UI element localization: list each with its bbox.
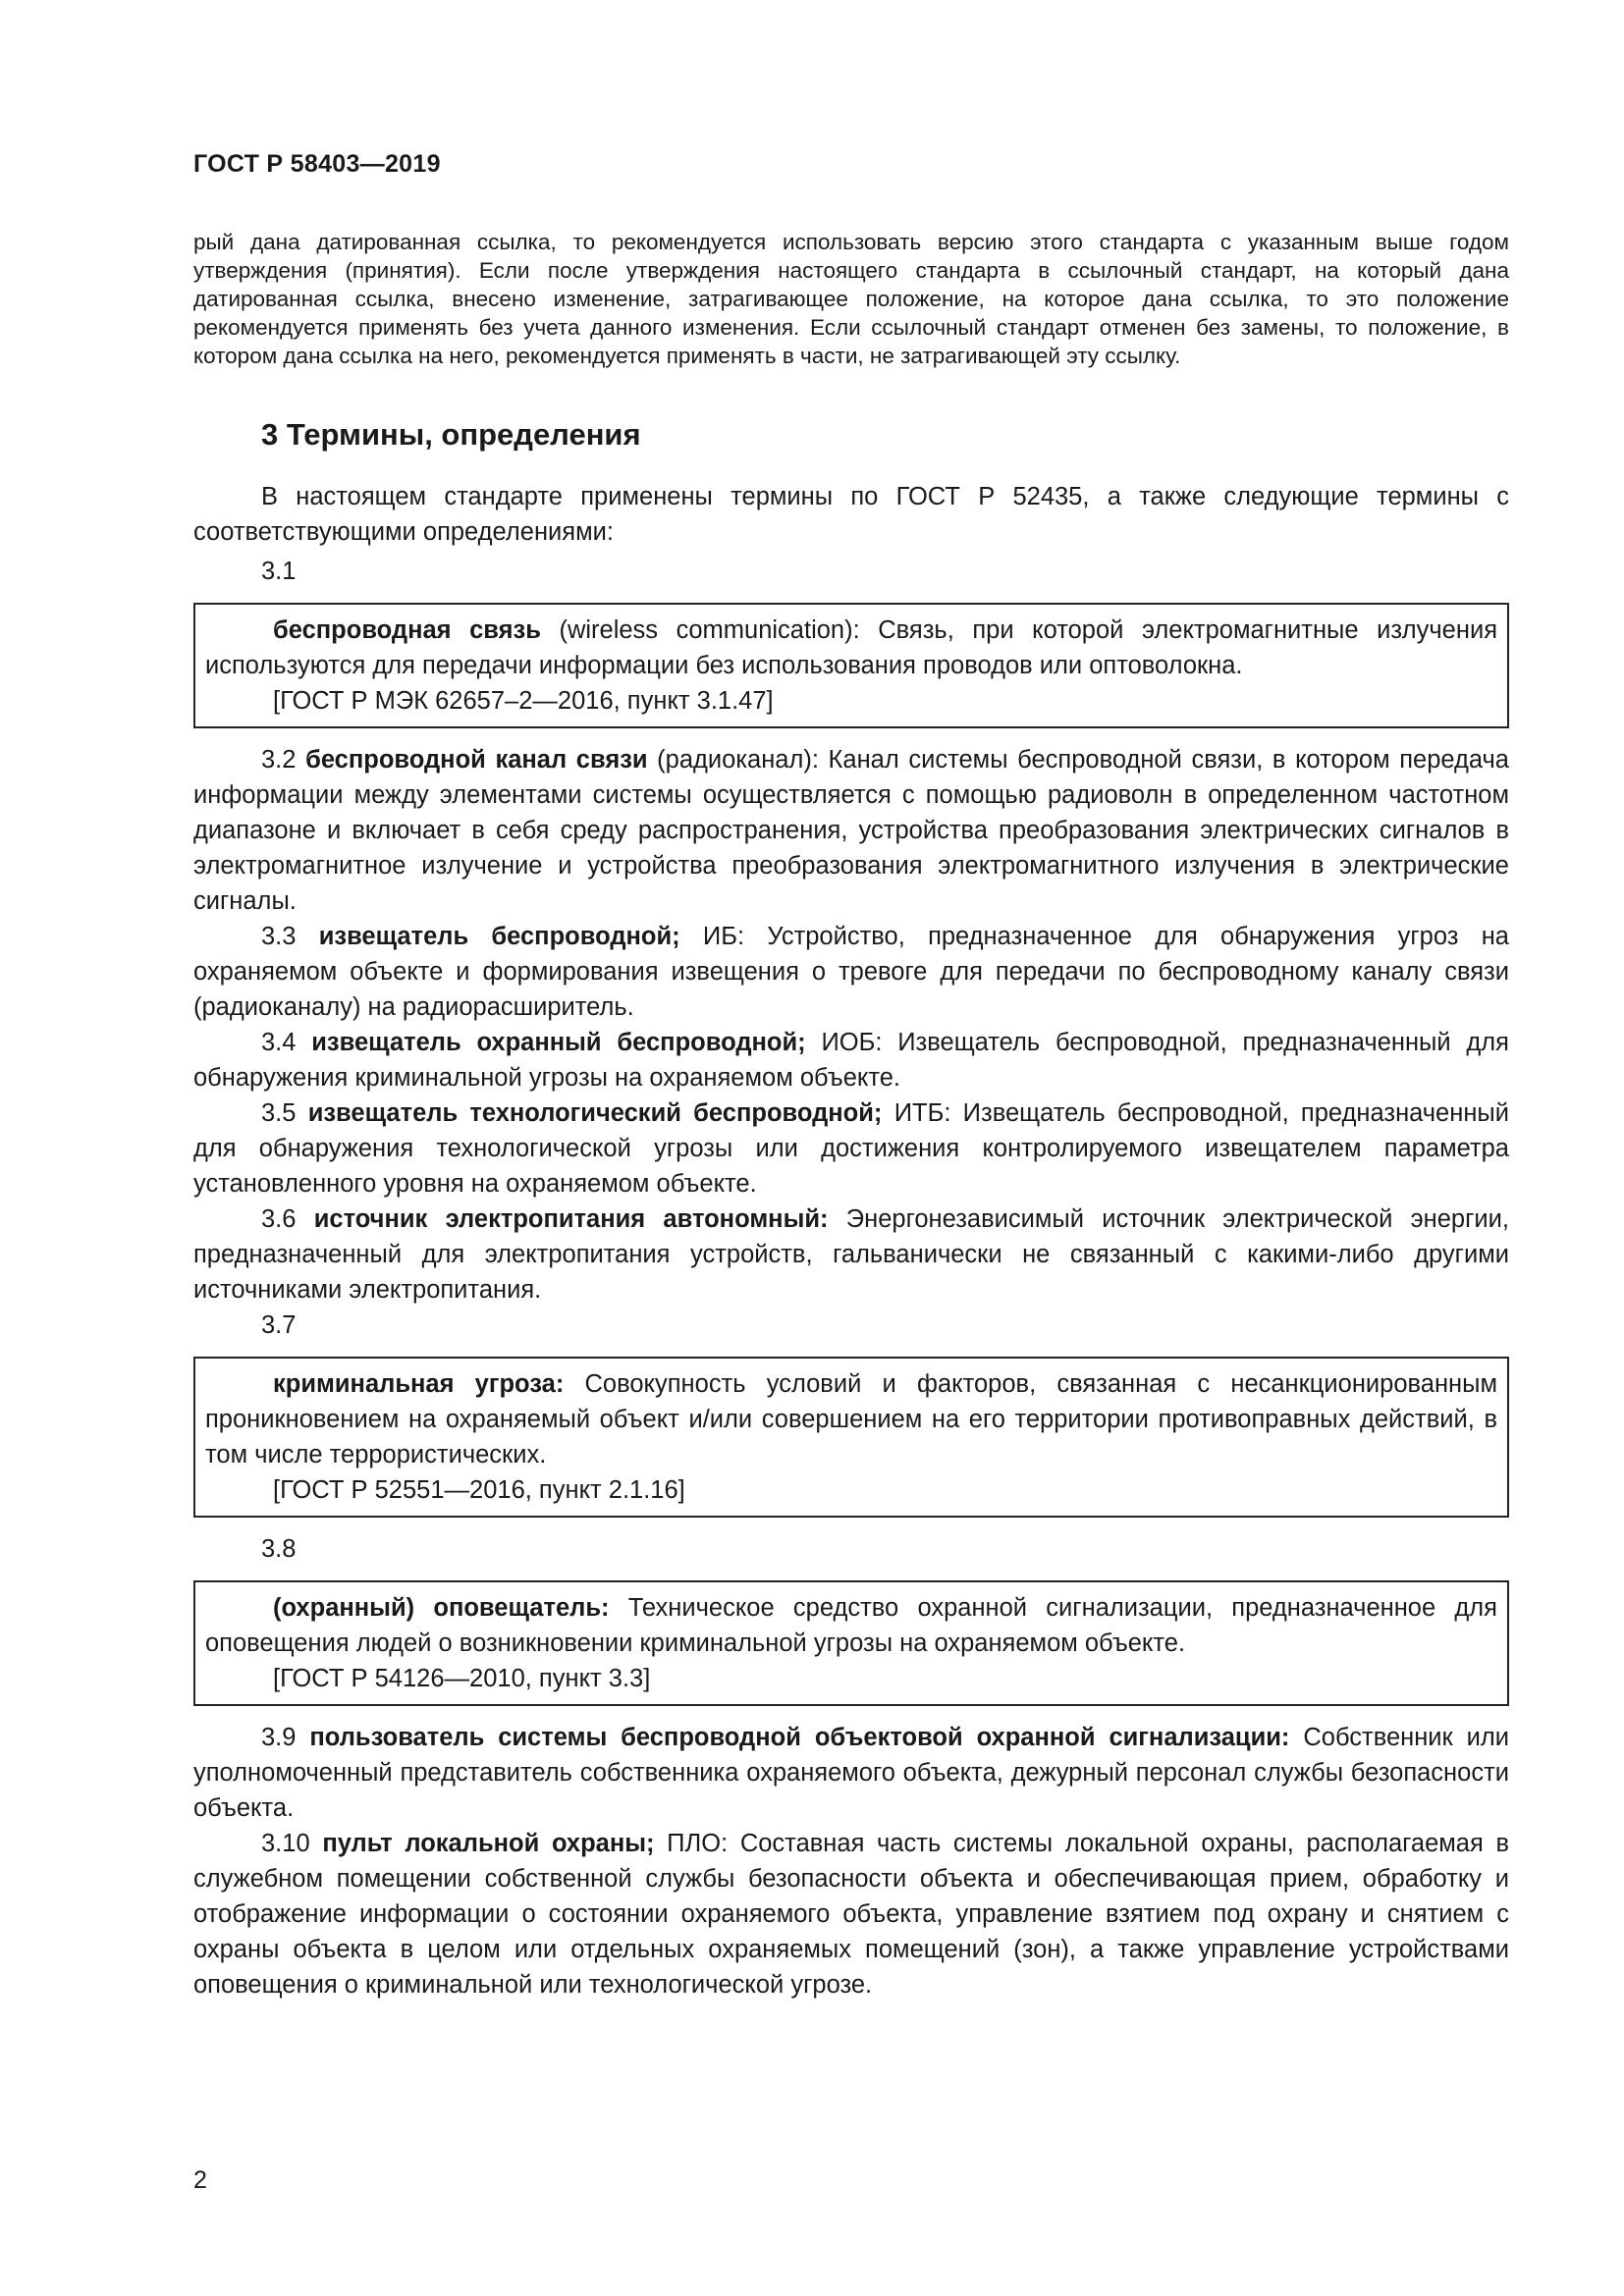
intro-paragraph: рый дана датированная ссылка, то рекомендуется использовать версию этого стандарта с указанным выше годом утверждения (принятия). Если после утверждения настоящего стандарта в ссылочный стандарт, на который дана датированная ссылка, внесено изменение, затрагивающее положение, на которое дана ссылка, то это положение рекомендуется применять без учета данного изменения. Если ссылочный стандарт отменен без замены, то положение, в котором дана ссылка на него, рекомендуется применять в части, не затрагивающей эту ссылку. [193, 230, 1509, 368]
page-number: 2 [193, 2166, 207, 2194]
term-number: 3.5 [261, 1099, 308, 1127]
term-name: криминальная угроза: [273, 1370, 565, 1398]
section-lead: В настоящем стандарте применены термины по ГОСТ Р 52435, а также следующие термины с соответствующими определениями: [193, 483, 1509, 546]
term-number: 3.2 [261, 746, 306, 774]
term-name: извещатель беспроводной; [318, 923, 680, 950]
term-number: 3.6 [261, 1205, 314, 1233]
term-name: извещатель охранный беспроводной; [311, 1029, 806, 1056]
term-text: Совокупность условий и факторов, связанная с несанкционированным проникновением на охраняемый объект и/или совершением на его территории противоправных действий, в том числе террористических. [205, 1370, 1497, 1468]
term-text: ИОБ: Извещатель беспроводной, предназначенный для обнаружения криминальной угрозы на охраняемом объекте. [193, 1029, 1509, 1092]
term-name: беспроводной канал связи [305, 746, 648, 774]
term-3-3 [193, 919, 1509, 1025]
term-name: пользователь системы беспроводной объектовой охранной сигнализации: [309, 1724, 1290, 1751]
section-body [193, 479, 1509, 2002]
term-text: ИТБ: Извещатель беспроводной, предназначенный для обнаружения технологической угрозы или достижения контролируемого извещателем параметра установленного уровня на охраняемом объекте. [193, 1099, 1509, 1198]
term-number: 3.9 [261, 1724, 310, 1751]
term-number: 3.10 [261, 1830, 323, 1857]
term-source: [ГОСТ Р МЭК 62657–2—2016, пункт 3.1.47] [273, 687, 774, 715]
term-definition [205, 1590, 1497, 1661]
term-name: пульт локальной охраны; [322, 1830, 655, 1857]
term-name: (охранный) оповещатель: [273, 1594, 610, 1622]
term-source: [ГОСТ Р 52551—2016, пункт 2.1.16] [273, 1476, 685, 1504]
document-header: ГОСТ Р 58403—2019 [193, 150, 441, 178]
term-text: (wireless communication): Связь, при которой электромагнитные излучения используются для передачи информации без использования проводов или оптоволокна. [205, 616, 1497, 679]
term-name: беспроводная связь [273, 616, 541, 644]
term-text: Собственник или уполномоченный представитель собственника охраняемого объекта, дежурный персонал службы безопасности объекта. [193, 1724, 1510, 1822]
term-text: ИБ: Устройство, предназначенное для обнаружения угроз на охраняемом объекте и формирования извещения о тревоге для передачи по беспроводному каналу связи (радиоканалу) на радиорасширитель. [193, 923, 1509, 1021]
term-box-3-1 [193, 603, 1509, 728]
term-number: 3.1 [261, 558, 297, 585]
term-text: ПЛО: Составная часть системы локальной охраны, располагаемая в служебном помещении собственной службы безопасности объекта и обеспечивающая прием, обработку и отображение информации о состоянии охраняемого объекта, управление взятием под охрану и снятием с охраны объекта в целом или отдельных охраняемых помещений (зон), а также управление устройствами оповещения о криминальной или технологической угрозе. [193, 1830, 1509, 1999]
term-3-5 [193, 1095, 1509, 1201]
term-source: [ГОСТ Р 54126—2010, пункт 3.3] [273, 1665, 651, 1692]
term-3-2 [193, 742, 1509, 919]
term-number: 3.3 [261, 923, 319, 950]
term-3-4 [193, 1025, 1509, 1095]
term-box-3-7 [193, 1357, 1509, 1518]
term-number: 3.8 [261, 1535, 297, 1563]
term-text: Энергонезависимый источник электрической энергии, предназначенный для электропитания устройств, гальванически не связанный с какими-либо другими источниками электропитания. [193, 1205, 1509, 1304]
term-3-6 [193, 1201, 1509, 1308]
term-3-9 [193, 1720, 1509, 1826]
term-name: источник электропитания автономный: [313, 1205, 829, 1233]
term-number: 3.7 [261, 1311, 297, 1339]
term-name: извещатель технологический беспроводной; [307, 1099, 883, 1127]
term-text: (радиоканал): Канал системы беспроводной связи, в котором передача информации между элементами системы осуществляется с помощью радиоволн в определенном частотном диапазоне и включает в себя среду распространения, устройства преобразования электрических сигналов в электромагнитное излучение и устройства преобразования электромагнитного излучения в электрические сигналы. [193, 746, 1509, 915]
term-3-10 [193, 1826, 1509, 2002]
term-box-3-8 [193, 1580, 1509, 1706]
term-number: 3.4 [261, 1029, 312, 1056]
term-text: Техническое средство охранной сигнализации, предназначенное для оповещения людей о возникновении криминальной угрозы на охраняемом объекте. [205, 1594, 1497, 1657]
section-title: 3 Термины, определения [261, 417, 641, 452]
term-definition [205, 613, 1497, 683]
term-definition [205, 1366, 1497, 1472]
